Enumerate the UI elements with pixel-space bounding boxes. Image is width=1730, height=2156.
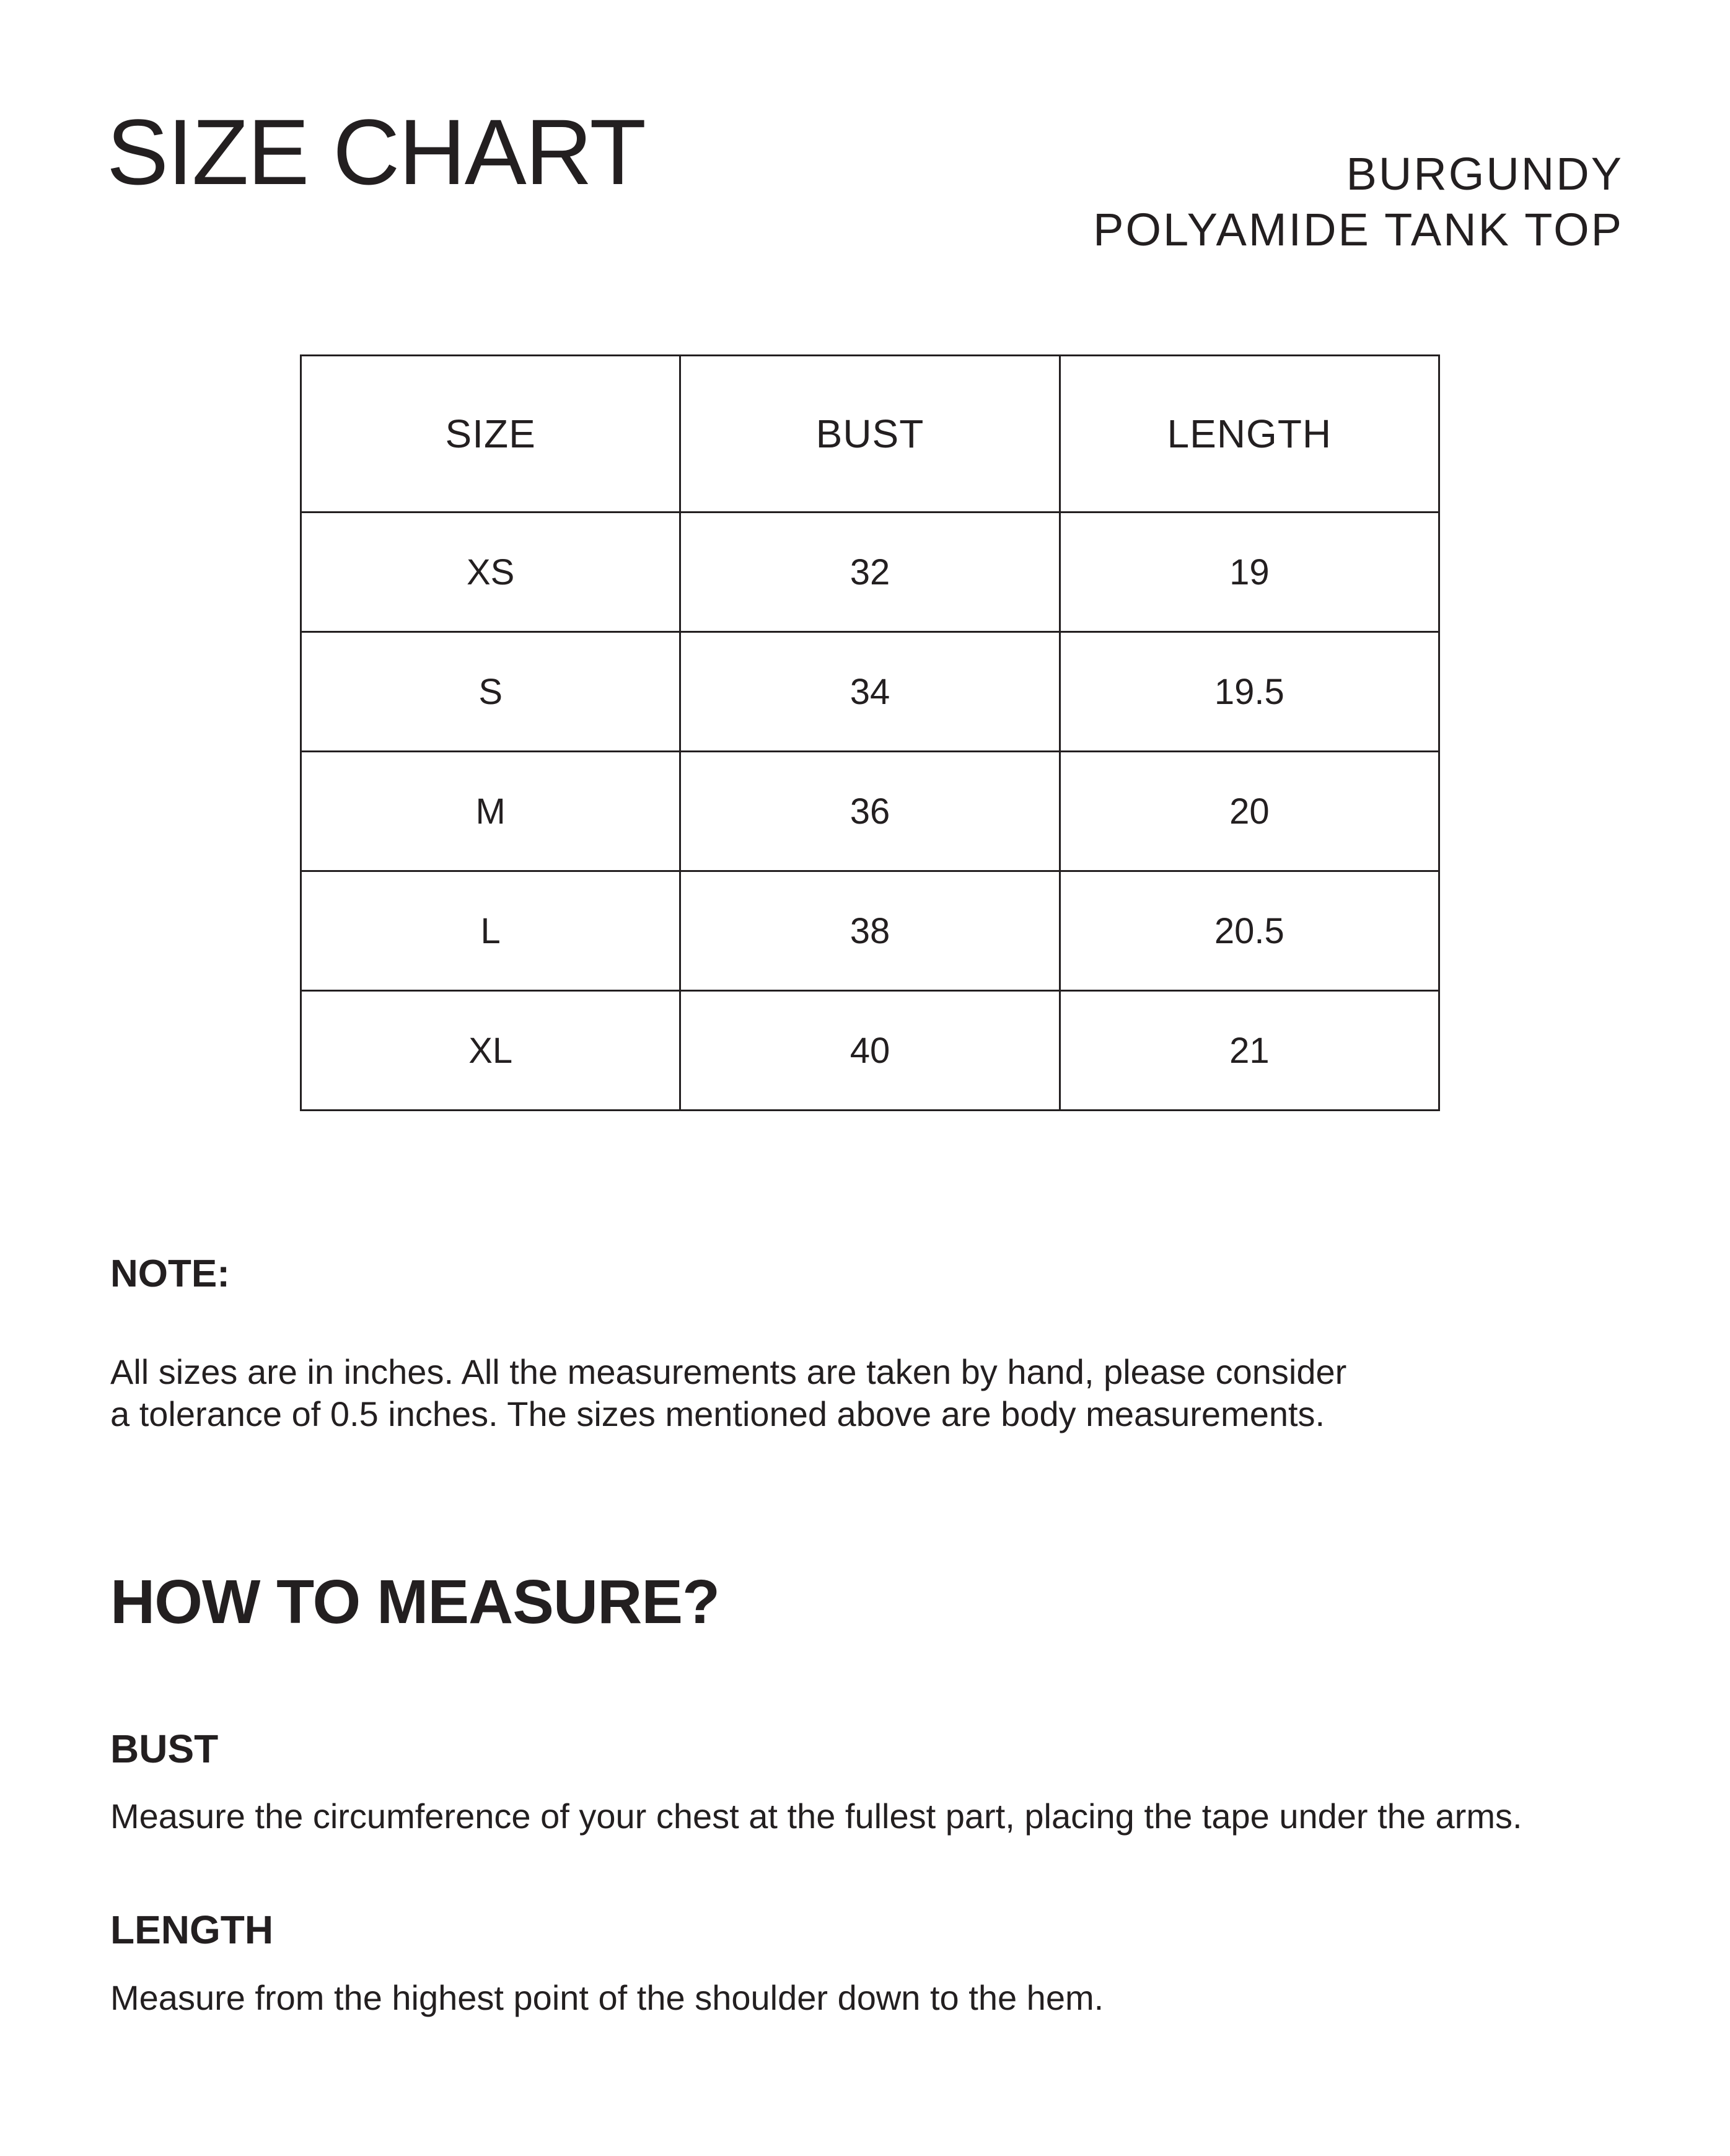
product-name-line-2: POLYAMIDE TANK TOP [1093,204,1623,255]
table-row [301,752,1439,871]
cell-bust: 32 [680,513,1060,632]
length-instructions: Measure from the highest point of the shoulder down to the hem. [110,1978,1104,2017]
table-header-row [301,356,1439,513]
cell-size: XL [301,991,680,1111]
bust-instructions: Measure the circumference of your chest at the fullest part, placing the tape under the arms. [110,1797,1522,1836]
table-row [301,991,1439,1111]
cell-bust: 38 [680,871,1060,991]
table-row [301,871,1439,991]
cell-length: 19.5 [1060,632,1439,752]
bust-heading: BUST [110,1727,219,1771]
product-name [1093,146,1623,258]
cell-bust: 40 [680,991,1060,1111]
table-row [301,632,1439,752]
table-row [301,513,1439,632]
how-to-measure-heading: HOW TO MEASURE? [110,1567,720,1637]
note-line-2: a tolerance of 0.5 inches. The sizes mentioned above are body measurements. [110,1394,1325,1433]
column-header-size: SIZE [301,356,680,513]
note-heading: NOTE: [110,1252,230,1295]
note-text [110,1351,1535,1435]
length-heading: LENGTH [110,1907,274,1952]
column-header-length: LENGTH [1060,356,1439,513]
page-title: SIZE CHART [107,100,646,204]
note-line-1: All sizes are in inches. All the measurements are taken by hand, please consider [110,1352,1347,1391]
cell-size: M [301,752,680,871]
cell-length: 20 [1060,752,1439,871]
cell-bust: 36 [680,752,1060,871]
cell-length: 20.5 [1060,871,1439,991]
cell-size: S [301,632,680,752]
cell-size: L [301,871,680,991]
cell-length: 21 [1060,991,1439,1111]
column-header-bust: BUST [680,356,1060,513]
product-name-line-1: BURGUNDY [1346,148,1623,200]
cell-length: 19 [1060,513,1439,632]
size-table [300,354,1440,1111]
cell-bust: 34 [680,632,1060,752]
cell-size: XS [301,513,680,632]
